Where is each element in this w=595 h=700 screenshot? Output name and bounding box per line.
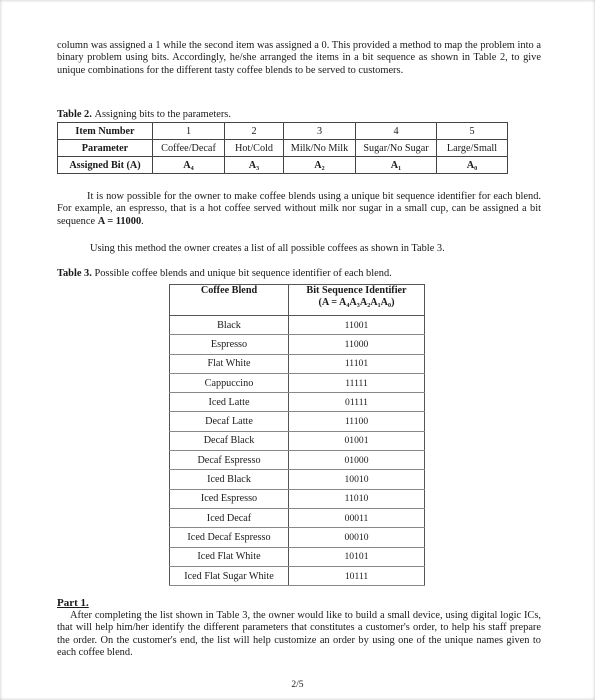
table2-cell: A₁ (356, 157, 437, 174)
table3-row (170, 431, 425, 450)
table2-cell: 2 (225, 123, 284, 140)
example-bit-sequence: A = 11000 (97, 215, 142, 227)
bit-sequence-id: 00010 (289, 528, 425, 547)
table3-caption (57, 268, 392, 279)
table3-row (170, 412, 425, 431)
bit-sequence-id: 01111 (289, 393, 425, 412)
table3-row (170, 547, 425, 566)
coffee-blend-name: Iced Latte (170, 393, 289, 412)
table2-row-parameter (58, 140, 508, 157)
coffee-blend-name: Iced Decaf Espresso (170, 528, 289, 547)
coffee-blend-name: Iced Flat Sugar White (170, 566, 289, 585)
table3-row (170, 451, 425, 470)
table2-caption-label: Table 2. (57, 109, 92, 120)
bit-sequence-id: 11111 (289, 373, 425, 392)
table2-cell: Parameter (58, 140, 153, 157)
table3-caption-text: Possible coffee blends and unique bit sequence identifier of each blend. (94, 268, 392, 279)
bit-sequence-id: 10101 (289, 547, 425, 566)
table2-cell: A₀ (437, 157, 508, 174)
table3-row (170, 316, 425, 335)
table3-row (170, 528, 425, 547)
table3-row (170, 566, 425, 585)
bit-sequence-id: 11000 (289, 335, 425, 354)
table2-caption-text: Assigning bits to the parameters. (94, 109, 231, 120)
table2-cell: A₃ (225, 157, 284, 174)
coffee-blend-name: Black (170, 316, 289, 335)
intro-paragraph: column was assigned a 1 while the second item was assigned a 0. This provided a method to map the problem into a binary problem using bits. Accordingly, he/she arranged the items in a bit sequence as shown in Table 2, to give unique combinations for the different tasty coffee blends to be served to customers. (57, 40, 541, 76)
bit-sequence-id: 10010 (289, 470, 425, 489)
bit-sequence-id: 10111 (289, 566, 425, 585)
table2-cell: 3 (284, 123, 356, 140)
bit-sequence-id: 00011 (289, 508, 425, 527)
example-text: It is now possible for the owner to make coffee blends using a unique bit sequence identifier for each blend. For example, an espresso, that is a hot coffee served without milk nor sugar in a small cup, can be assigned a bit sequence (57, 191, 541, 227)
part-heading: Part 1. (57, 597, 89, 609)
table2-cell: 1 (153, 123, 225, 140)
table2-cell: A₄ (153, 157, 225, 174)
table3-row (170, 393, 425, 412)
coffee-blend-name: Flat White (170, 354, 289, 373)
bit-sequence-id: 01001 (289, 431, 425, 450)
table3-caption-label: Table 3. (57, 268, 92, 279)
coffee-blend-name: Decaf Black (170, 431, 289, 450)
table3-row (170, 489, 425, 508)
bit-sequence-id: 01000 (289, 451, 425, 470)
table3-header-identifier (289, 285, 425, 316)
table3-coffee-blends (169, 284, 425, 586)
table3-header-id-line2: (A = A₄A₃A₂A₁A₀) (318, 297, 395, 308)
part-paragraph: After completing the list shown in Table 3, the owner would like to build a small device, using digital logic ICs, that will help him/her identify the different parameters that constitutes a customer's order, to help his staff prepare the order. On the customer's end, the list will help customize an order by using one of the unique names given to each coffee blend. (57, 610, 541, 659)
table2-caption (57, 109, 231, 120)
table2-row-assigned-bit (58, 157, 508, 174)
example-end: . (141, 215, 144, 227)
table3-row (170, 470, 425, 489)
table2-cell: 5 (437, 123, 508, 140)
coffee-blend-name: Iced Flat White (170, 547, 289, 566)
bit-sequence-id: 11101 (289, 354, 425, 373)
coffee-blend-name: Iced Decaf (170, 508, 289, 527)
table3-header-row (170, 285, 425, 316)
table2-bit-assignment (57, 122, 508, 174)
table2-cell: Item Number (58, 123, 153, 140)
coffee-blend-name: Decaf Espresso (170, 451, 289, 470)
table2-cell: Coffee/Decaf (153, 140, 225, 157)
coffee-blend-name: Iced Black (170, 470, 289, 489)
coffee-blend-name: Cappuccino (170, 373, 289, 392)
coffee-blend-name: Iced Espresso (170, 489, 289, 508)
coffee-blend-name: Espresso (170, 335, 289, 354)
table2-cell: Milk/No Milk (284, 140, 356, 157)
table2-row-item-number (58, 123, 508, 140)
table3-header-id-line1: Bit Sequence Identifier (306, 285, 407, 296)
table2-cell: A₂ (284, 157, 356, 174)
table2-cell: 4 (356, 123, 437, 140)
example-paragraph (57, 191, 541, 228)
table3-row (170, 354, 425, 373)
bit-sequence-id: 11100 (289, 412, 425, 431)
table3-row (170, 508, 425, 527)
table2-cell: Hot/Cold (225, 140, 284, 157)
bit-sequence-id: 11010 (289, 489, 425, 508)
list-intro-paragraph: Using this method the owner creates a list of all possible coffees as shown in Table 3. (90, 243, 445, 254)
table2-cell: Sugar/No Sugar (356, 140, 437, 157)
table3-header-blend: Coffee Blend (170, 285, 289, 316)
table2-cell: Assigned Bit (A) (58, 157, 153, 174)
coffee-blend-name: Decaf Latte (170, 412, 289, 431)
page-number: 2/5 (291, 680, 304, 690)
bit-sequence-id: 11001 (289, 316, 425, 335)
table2-cell: Large/Small (437, 140, 508, 157)
table3-row (170, 335, 425, 354)
table3-row (170, 373, 425, 392)
